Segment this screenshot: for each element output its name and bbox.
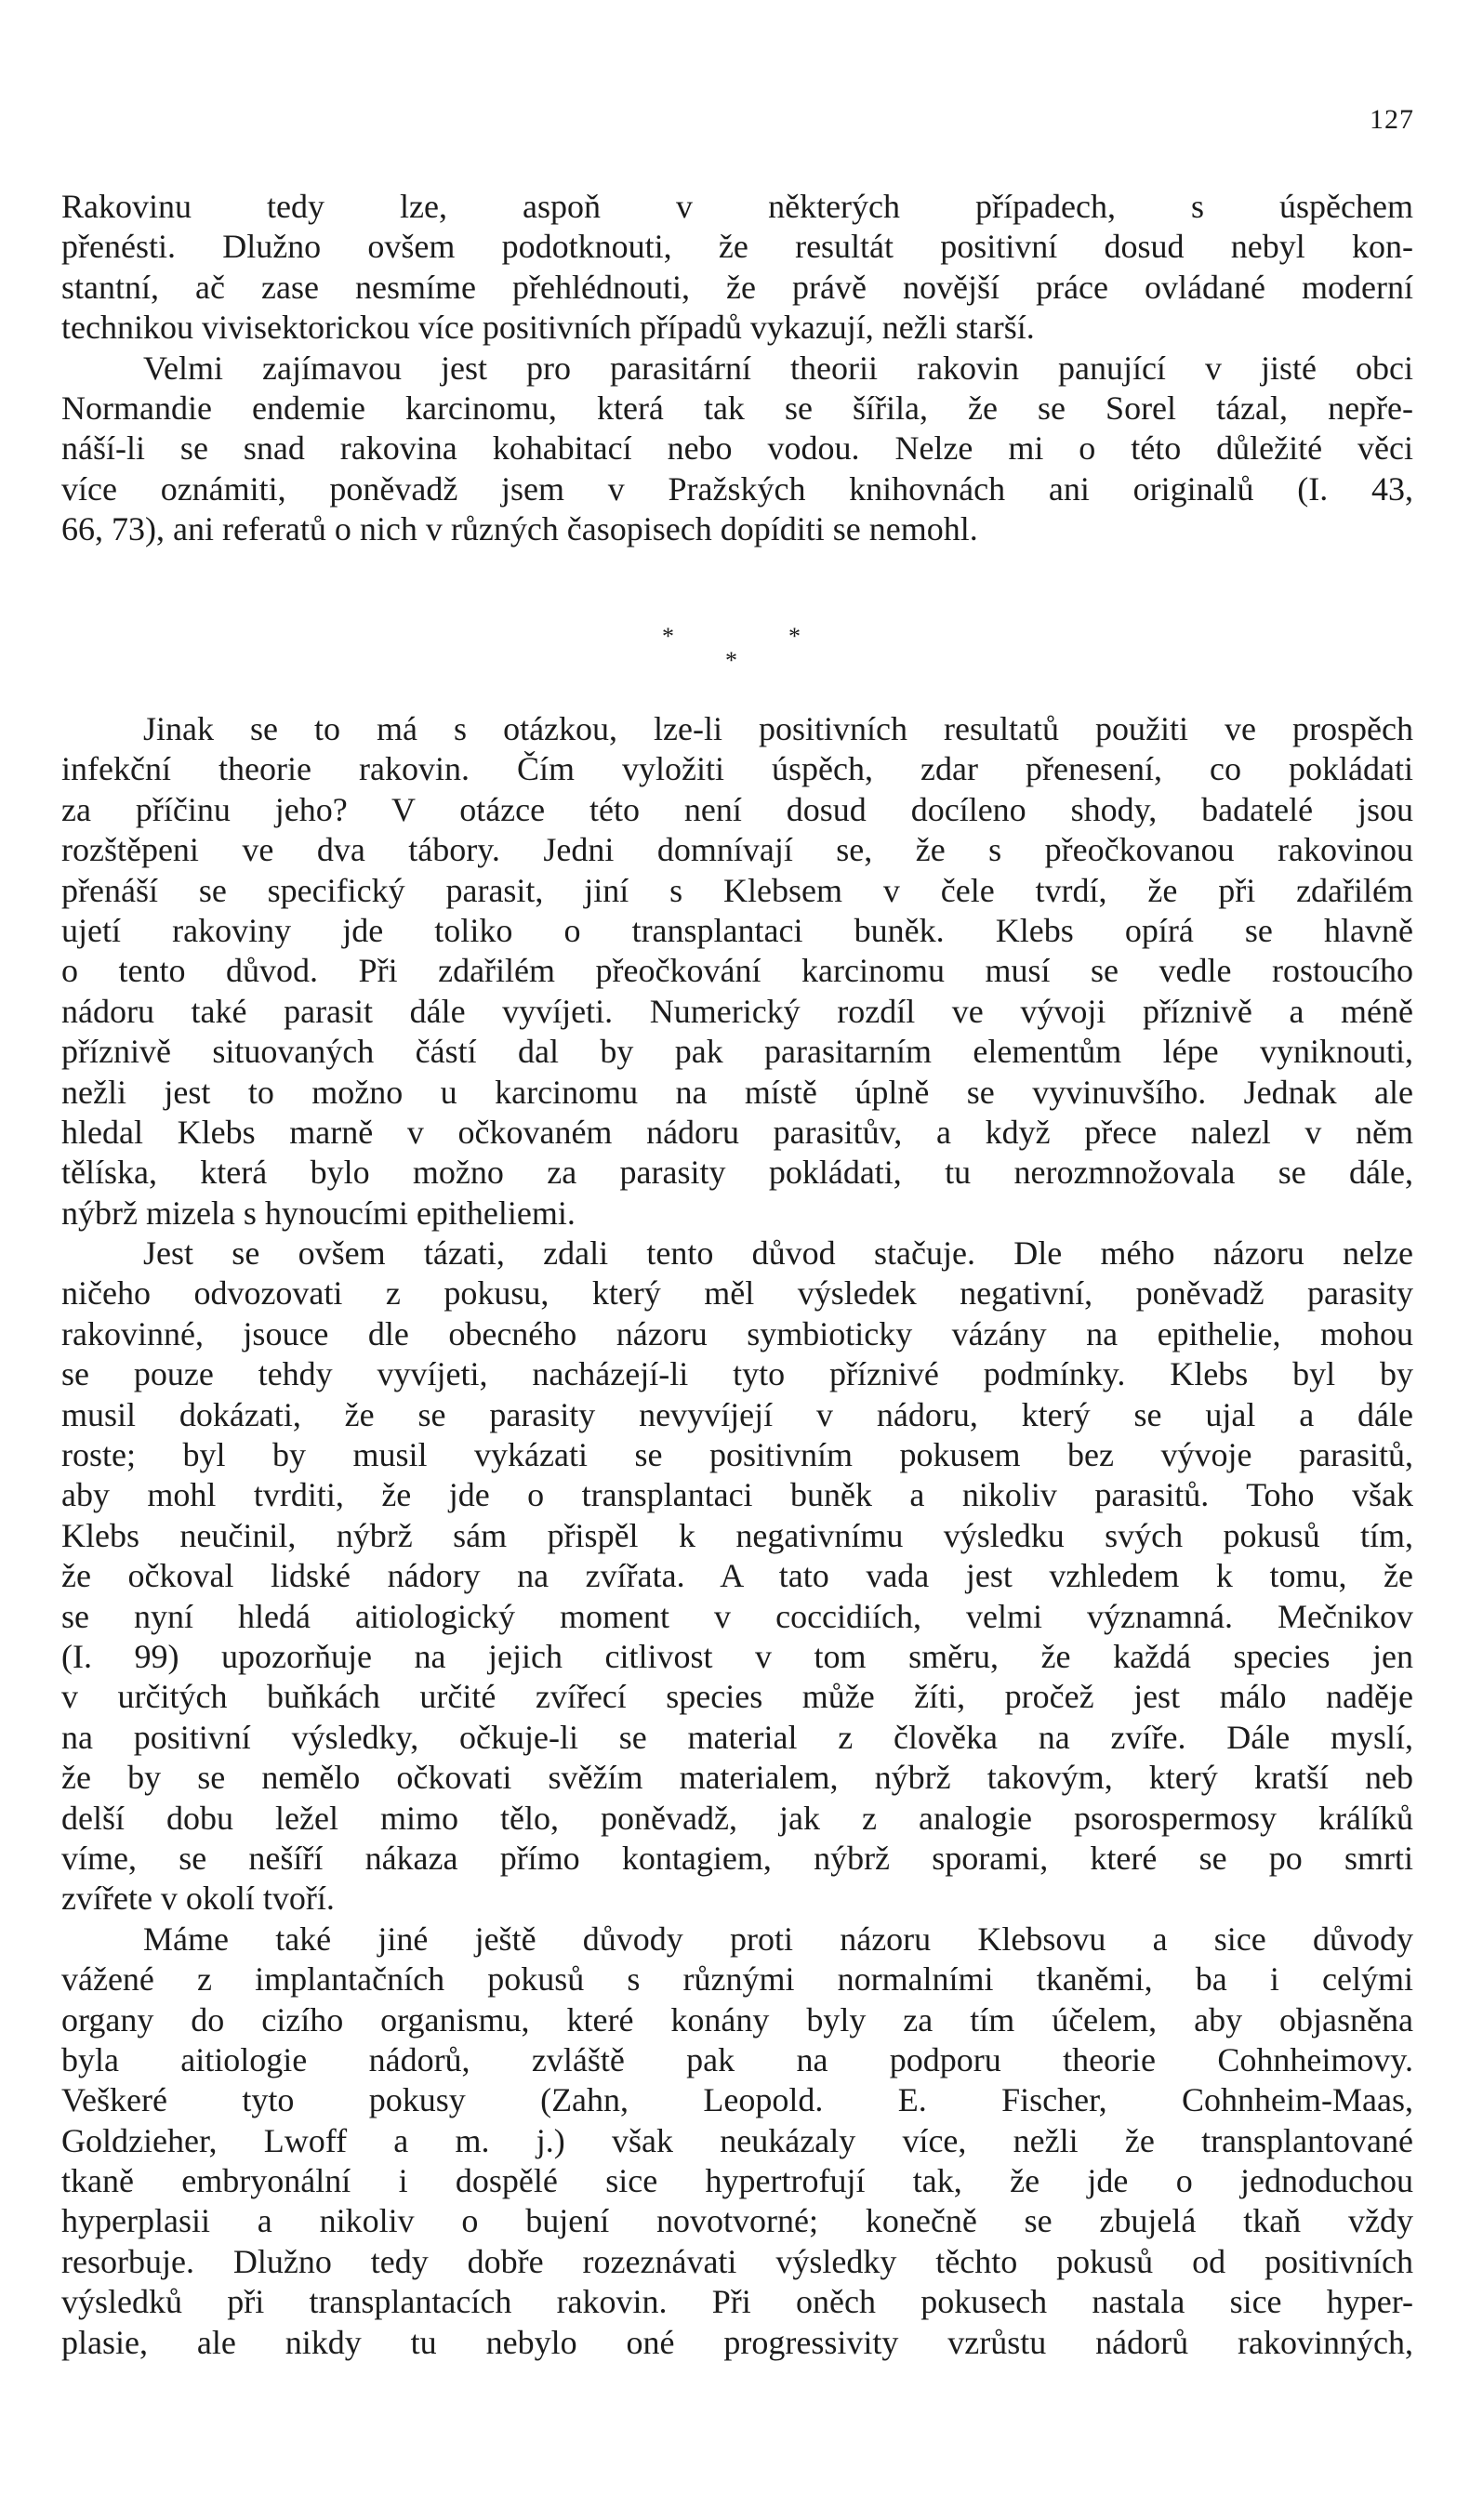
text-line: výsledků při transplantacích rakovin. Při oněch pokusech nastala sice hyper- <box>61 2283 1413 2321</box>
text-line: hyperplasii a nikoliv o bujení novotvorné; konečně se zbujelá tkaň vždy <box>61 2202 1413 2240</box>
text-line: hledal Klebs marně v očkovaném nádoru parasitův, a když přece nalezl v něm <box>61 1113 1413 1151</box>
text-line: ničeho odvozovati z pokusu, který měl výsledek negativní, poněvadž parasity <box>61 1274 1413 1313</box>
text-line: Máme také jiné ještě důvody proti názoru Klebsovu a sice důvody <box>143 1920 1413 1958</box>
text-line: že očkoval lidské nádory na zvířata. A tato vada jest vzhledem k tomu, že <box>61 1557 1413 1595</box>
asterisk: * <box>725 647 737 674</box>
text-line: rakovinné, jsouce dle obecného názoru symbioticky vázány na epithelie, mohou <box>61 1314 1413 1352</box>
text-line: tkaně embryonální i dospělé sice hypertrofují tak, že jde o jednoduchou <box>61 2162 1413 2200</box>
text-line: v určitých buňkách určité zvířecí species může žíti, pročež jest málo naděje <box>61 1678 1413 1716</box>
text-line: Jest se ovšem tázati, zdali tento důvod stačuje. Dle mého názoru nelze <box>143 1234 1413 1273</box>
text-line: resorbuje. Dlužno tedy dobře rozeznávati výsledky těchto pokusů od positivních <box>61 2242 1413 2280</box>
text-line: ujetí rakoviny jde toliko o transplantaci buněk. Klebs opírá se hlavně <box>61 911 1413 949</box>
text-line: na positivní výsledky, očkuje-li se material z člověka na zvíře. Dále myslí, <box>61 1718 1413 1756</box>
text-line: Rakovinu tedy lze, aspoň v některých případech, s úspěchem <box>61 188 1413 225</box>
text-line: musil dokázati, že se parasity nevyvíjejí v nádoru, který se ujal a dále <box>61 1395 1413 1433</box>
text-line: se pouze tehdy vyvíjeti, nacházejí-li tyto příznivé podmínky. Klebs byl by <box>61 1355 1413 1393</box>
text-line: nežli jest to možno u karcinomu na místě úplně se vyvinuvšího. Jednak ale <box>61 1073 1413 1111</box>
text-line: roste; byl by musil vykázati se positivním pokusem bez vývoje parasitů, <box>61 1436 1413 1474</box>
text-line: nádoru také parasit dále vyvíjeti. Numerický rozdíl ve vývoji příznivě a méně <box>61 992 1413 1030</box>
text-line: 66, 73), ani referatů o nich v různých časopisech dopíditi se nemohl. <box>61 510 978 548</box>
section-1-text <box>61 187 1413 550</box>
text-line: Veškeré tyto pokusy (Zahn, Leopold. E. Fischer, Cohnheim-Maas, <box>61 2081 1413 2119</box>
text-line: za příčinu jeho? V otázce této není dosud docíleno shody, badatelé jsou <box>61 790 1413 828</box>
text-line: víme, se nešíří nákaza přímo kontagiem, nýbrž sporami, které se po smrti <box>61 1839 1413 1877</box>
page-number: 127 <box>1370 104 1414 135</box>
section-separator <box>0 621 1483 677</box>
text-line: zvířete v okolí tvoří. <box>61 1880 335 1918</box>
text-line: přenésti. Dlužno ovšem podotknouti, že resultát positivní dosud nebyl kon- <box>61 228 1413 266</box>
text-line: Klebs neučinil, nýbrž sám přispěl k negativnímu výsledku svých pokusů tím, <box>61 1516 1413 1554</box>
section-2-text <box>61 709 1413 2363</box>
asterisk: * <box>662 623 674 650</box>
text-line: vážené z implantačních pokusů s různými normalními tkaněmi, ba i celými <box>61 1960 1413 1999</box>
text-line: přenáší se specifický parasit, jiní s Klebsem v čele tvrdí, že při zdařilém <box>61 871 1413 909</box>
text-line: Normandie endemie karcinomu, která tak se šířila, že se Sorel tázal, nepře- <box>61 389 1413 427</box>
text-line: delší dobu ležel mimo tělo, poněvadž, jak z analogie psorospermosy králíků <box>61 1799 1413 1837</box>
text-line: plasie, ale nikdy tu nebylo oné progressivity vzrůstu nádorů rakovinných, <box>61 2323 1413 2361</box>
text-line: se nyní hledá aitiologický moment v coccidiích, velmi významná. Mečnikov <box>61 1597 1413 1635</box>
text-line: Velmi zajímavou jest pro parasitární theorii rakovin panující v jisté obci <box>143 349 1413 387</box>
asterisk: * <box>788 623 801 650</box>
text-line: nýbrž mizela s hynoucími epitheliemi. <box>61 1194 576 1232</box>
text-line: stantní, ač zase nesmíme přehlédnouti, že právě novější práce ovládané moderní <box>61 268 1413 306</box>
text-line: Jinak se to má s otázkou, lze-li positivních resultatů použiti ve prospěch <box>143 710 1413 747</box>
text-line: příznivě situovaných částí dal by pak parasitarním elementům lépe vyniknouti, <box>61 1033 1413 1071</box>
text-line: infekční theorie rakovin. Čím vyložiti úspěch, zdar přenesení, co pokládati <box>61 750 1413 788</box>
text-line: o tento důvod. Při zdařilém přeočkování karcinomu musí se vedle rostoucího <box>61 952 1413 990</box>
text-line: více oznámiti, poněvadž jsem v Pražských knihovnách ani originalů (I. 43, <box>61 469 1413 508</box>
text-line: náší-li se snad rakovina kohabitací nebo vodou. Nelze mi o této důležité věci <box>61 429 1413 468</box>
text-line: (I. 99) upozorňuje na jejich citlivost v tom směru, že každá species jen <box>61 1637 1413 1675</box>
text-line: technikou vivisektorickou více positivních případů vykazují, nežli starší. <box>61 309 1035 347</box>
text-line: Goldzieher, Lwoff a m. j.) však neukázaly více, nežli že transplantované <box>61 2121 1413 2159</box>
text-line: rozštěpeni ve dva tábory. Jedni domnívají se, že s přeočkovanou rakovinou <box>61 831 1413 869</box>
text-line: organy do cizího organismu, které konány byly za tím účelem, aby objasněna <box>61 2000 1413 2038</box>
text-line: že by se nemělo očkovati svěžím materialem, nýbrž takovým, který kratší neb <box>61 1759 1413 1797</box>
text-line: byla aitiologie nádorů, zvláště pak na podporu theorie Cohnheimovy. <box>61 2040 1413 2078</box>
text-line: aby mohl tvrditi, že jde o transplantaci buněk a nikoliv parasitů. Toho však <box>61 1476 1413 1514</box>
text-line: tělíska, která bylo možno za parasity pokládati, tu nerozmnožovala se dále, <box>61 1154 1413 1192</box>
